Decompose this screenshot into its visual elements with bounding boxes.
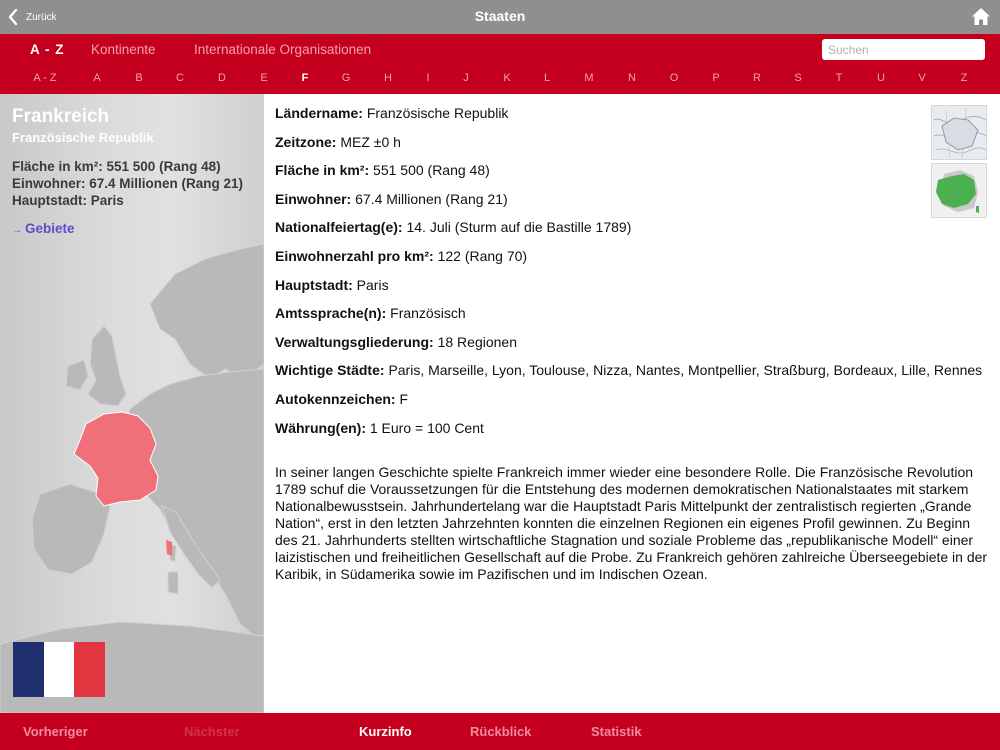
country-summary-panel: [0, 94, 264, 713]
letter-g[interactable]: G: [341, 72, 351, 84]
detail-panel: [264, 94, 1000, 713]
detail-key: Währung(en):: [275, 419, 366, 436]
letter-n[interactable]: N: [628, 72, 636, 84]
tab-statistik[interactable]: Statistik: [591, 724, 642, 739]
letter-r[interactable]: R: [753, 72, 761, 84]
next-button[interactable]: Nächster: [184, 724, 240, 739]
detail-key: Autokennzeichen:: [275, 390, 396, 407]
letter-b[interactable]: B: [135, 72, 143, 84]
country-name: Frankreich: [12, 106, 110, 127]
previous-button[interactable]: Vorheriger: [23, 724, 88, 739]
fact-area: Fläche in km²: 551 500 (Rang 48): [12, 159, 221, 174]
tab-internationale-organisationen[interactable]: Internationale Organisationen: [194, 42, 372, 57]
detail-value: Französische Republik: [366, 105, 509, 121]
top-navbar: [0, 0, 1000, 34]
detail-key: Verwaltungsgliederung:: [275, 333, 434, 350]
letter-l[interactable]: L: [543, 72, 551, 84]
letter-p[interactable]: P: [712, 72, 720, 84]
detail-row: [275, 248, 995, 277]
detail-value: F: [399, 390, 409, 407]
search-input[interactable]: [822, 39, 985, 60]
detail-key: Wichtige Städte:: [275, 362, 385, 379]
detail-row: [275, 105, 995, 134]
fact-population: Einwohner: 67.4 Millionen (Rang 21): [12, 176, 244, 191]
letter-d[interactable]: D: [218, 72, 226, 84]
detail-value: 122 (Rang 70): [437, 247, 528, 264]
locator-thumbnail[interactable]: [931, 163, 987, 218]
detail-key: Fläche in km²:: [275, 162, 370, 179]
category-bar: [0, 34, 1000, 94]
letter-u[interactable]: U: [877, 72, 885, 84]
detail-value: Paris: [356, 276, 389, 293]
detail-row: [275, 134, 995, 163]
detail-key: Amtssprache(n):: [275, 305, 387, 322]
detail-row: [275, 277, 995, 306]
arrow-right-icon: →: [12, 225, 22, 236]
country-description: In seiner langen Geschichte spielte Frankreich immer wieder eine besondere Rolle. Die Französische Revolution 1789 schuf die Voraussetzungen für die Entstehung des modernen demokratischen Nationalstaates mit starkem Nationalbewusstsein. Jahrhundertelang war die Hauptstadt Paris Mittelpunkt der zentralistisch regierten „Grande Nation“, erst in den letzten Jahrzehnten konnten die einzelnen Regionen ein eigenes Profil gewinnen. Zu Beginn des 21. Jahrhunderts stellten wirtschaftliche Stagnation und soziale Probleme das „republikanische Modell“ einer laizistischen und freiheitlichen Gesellschaft auf die Probe. Zu Frankreich gehören zahlreiche Überseegebiete in der Karibik, in Südamerika sowie im Pazifischen und im Indischen Ozean.: [275, 464, 988, 582]
home-button[interactable]: [971, 7, 991, 26]
detail-row: [275, 219, 995, 248]
detail-row: [275, 391, 995, 420]
letter-i[interactable]: I: [426, 72, 430, 84]
detail-row: [275, 305, 995, 334]
letter-index: [0, 72, 1000, 86]
tab-rueckblick[interactable]: Rückblick: [470, 724, 532, 739]
detail-key: Zeitzone:: [275, 133, 337, 150]
map-thumbnail-icon: [932, 106, 987, 160]
home-icon: [971, 7, 991, 26]
fact-capital: Hauptstadt: Paris: [12, 193, 124, 208]
map-thumbnail[interactable]: [931, 105, 987, 160]
detail-list: [275, 105, 995, 448]
letter-e[interactable]: E: [260, 72, 268, 84]
tab-kontinente[interactable]: Kontinente: [91, 42, 156, 57]
letter-v[interactable]: V: [918, 72, 926, 84]
letter-k[interactable]: K: [503, 72, 511, 84]
detail-value: 551 500 (Rang 48): [373, 162, 490, 179]
official-name: Französische Republik: [12, 130, 154, 145]
detail-value: 14. Juli (Sturm auf die Bastille 1789): [406, 219, 632, 236]
page-title: Staaten: [474, 8, 526, 24]
detail-key: Einwohnerzahl pro km²:: [275, 247, 434, 264]
detail-value: MEZ ±0 h: [340, 133, 401, 150]
letter-o[interactable]: O: [669, 72, 679, 84]
flag-image: [13, 642, 105, 697]
detail-value: 18 Regionen: [437, 333, 517, 350]
detail-value: Französisch: [390, 305, 466, 322]
detail-row: [275, 191, 995, 220]
gebiete-link-label: Gebiete: [25, 221, 75, 236]
detail-value: 1 Euro = 100 Cent: [369, 419, 484, 436]
flag-stripe-blue: [13, 642, 44, 697]
detail-row: [275, 362, 995, 391]
bottom-tab-bar: [0, 713, 1000, 750]
letter-m[interactable]: M: [584, 72, 594, 84]
detail-row: [275, 162, 995, 191]
letter-c[interactable]: C: [176, 72, 184, 84]
detail-row: [275, 420, 995, 449]
detail-value: 67.4 Millionen (Rang 21): [355, 190, 508, 207]
letter-h[interactable]: H: [384, 72, 392, 84]
back-button-label: Zurück: [26, 11, 57, 23]
flag-stripe-white: [44, 642, 75, 697]
detail-key: Einwohner:: [275, 190, 352, 207]
letter-all[interactable]: A - Z: [33, 72, 57, 84]
tab-a-z[interactable]: A - Z: [30, 42, 65, 57]
detail-row: [275, 334, 995, 363]
letter-a[interactable]: A: [93, 72, 101, 84]
detail-key: Hauptstadt:: [275, 276, 353, 293]
key-facts: [12, 158, 243, 209]
letter-j[interactable]: J: [463, 72, 469, 84]
detail-key: Ländername:: [275, 105, 363, 121]
letter-z[interactable]: Z: [960, 72, 968, 84]
letter-f[interactable]: F: [301, 72, 309, 84]
letter-t[interactable]: T: [835, 72, 843, 84]
locator-map-icon: [932, 164, 987, 218]
letter-s[interactable]: S: [794, 72, 802, 84]
detail-value: Paris, Marseille, Lyon, Toulouse, Nizza, Nantes, Montpellier, Straßburg, Bordeaux, Lille, Rennes: [388, 362, 983, 379]
gebiete-link[interactable]: [12, 221, 75, 236]
tab-kurzinfo[interactable]: Kurzinfo: [359, 724, 412, 739]
flag-stripe-red: [74, 642, 105, 697]
detail-key: Nationalfeiertag(e):: [275, 219, 403, 236]
